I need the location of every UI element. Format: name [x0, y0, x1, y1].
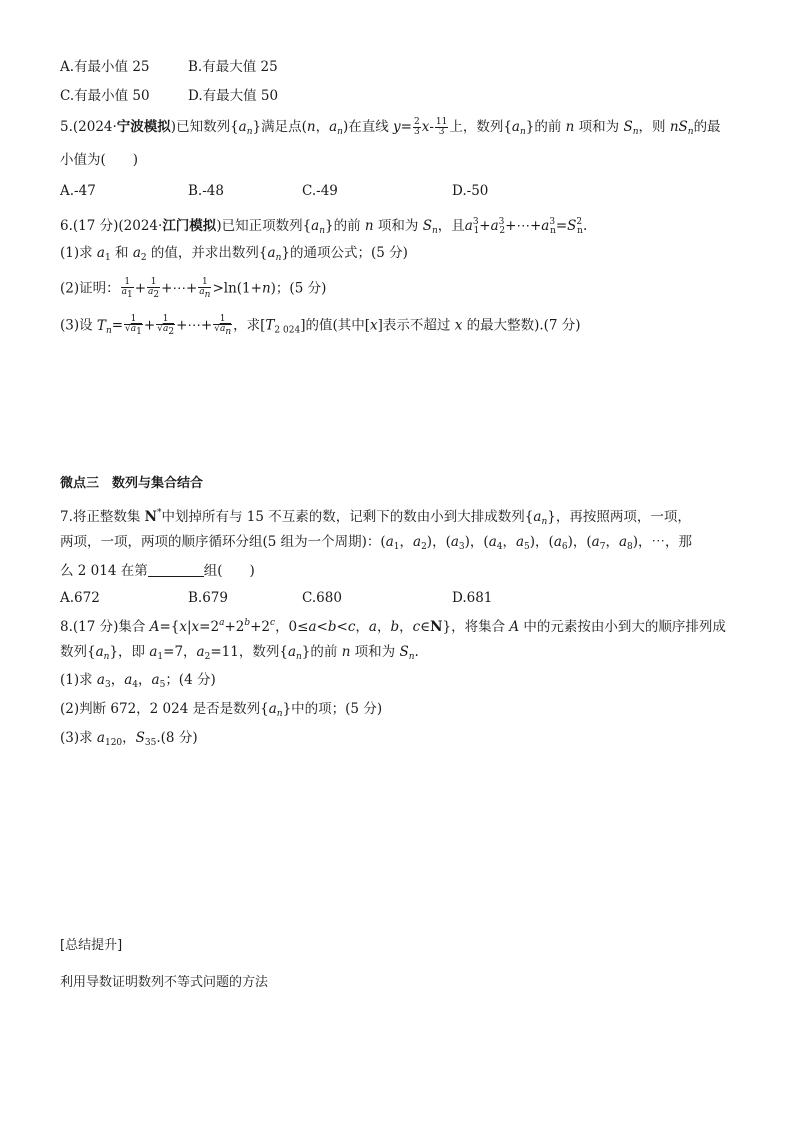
q8-stem-line1: 8.(17 分)集合 $A=\{x|x=2^a+2^b+2^c$，0≤a<b<c，a，b，c∈N}，将集合 A 中的元素按由小到大的顺序排列成: [60, 618, 726, 635]
q6-part2: (2)证明： $\frac{1}{a_1}$ + $\frac{1}{a_2}$ +⋯+ $\frac{1}{a_n}$ >ln(1+n)；(5 分): [60, 277, 327, 300]
q5-option-d: D.-50: [452, 183, 489, 199]
q7-option-c: C.680: [302, 590, 342, 606]
q6-part1: (1)求 $a_1$ 和 $a_2$ 的值，并求出数列$\{a_n\}$的通项公式；(5 分): [60, 245, 408, 263]
q5-option-c: C.-49: [302, 183, 338, 199]
q7-answer-blank[interactable]: [148, 562, 204, 577]
q8-stem-line2: 数列$\{a_n\}$，即 $a_1=7$，$a_2=11$，数列$\{a_n\}$的前 n 项和为 $S_n$.: [60, 644, 419, 662]
q7-option-a: A.672: [60, 590, 100, 606]
q7-stem-line2: 两项，一项，两项的顺序循环分组(5 组为一个周期)：($a_1$，$a_2$)，$(a_3)$，($a_4$，$a_5$)，$(a_6)$，($a_7$，$a_8$)，⋯，那: [60, 534, 693, 552]
q7-stem-line1: 7.将正整数集 N*中划掉所有与 15 不互素的数，记剩下的数由小到大排成数列$\{a_n\}$，再按照两项，一项，: [60, 508, 691, 527]
summary-title: 利用导数证明数列不等式问题的方法: [60, 975, 269, 990]
q8-part1: (1)求 $a_3$，$a_4$，$a_5$；(4 分): [60, 672, 216, 690]
q5-stem: 5.(2024·宁波模拟)已知数列$\{a_n\}$满足点(n，$a_n$)在直线 y= $\frac{2}{3}$ x- $\frac{11}{3}$ 上，数列$\{a_n\}$的前 n 项和为 $S_n$，则 $nS_n$的最: [60, 117, 721, 137]
q5-source: 宁波模拟: [116, 119, 171, 135]
q8-part3: (3)求 $a_{120}$，$S_{35}.(8$ 分): [60, 730, 198, 748]
q7-stem-line3: 么 2 014 在第 组( ): [60, 563, 255, 579]
q6-source: 江门模拟: [162, 218, 217, 234]
q4-option-d: D.有最大值 50: [188, 88, 279, 104]
q7-option-d: D.681: [452, 590, 493, 606]
q4-option-a: A.有最小值 25: [60, 59, 150, 75]
q6-part3: (3)设 $T_n=$ $\frac{1}{√a_1}$ + $\frac{1}{√a_2}$ +⋯+ $\frac{1}{√a_n}$ ，求$[T_{2 024}]$的值(其中[x]表示不超过 x 的最大整数).(7 分): [60, 314, 581, 337]
q8-part2: (2)判断 672，2 024 是否是数列$\{a_n\}$中的项；(5 分): [60, 701, 383, 719]
summary-tag: [总结提升]: [60, 938, 123, 953]
q5-frac-2-3: $\frac{2}{3}$: [413, 117, 420, 137]
section-title: 微点三 数列与集合结合: [60, 476, 204, 491]
q5-option-a: A.-47: [60, 183, 96, 199]
q5-option-b: B.-48: [188, 183, 224, 199]
q5-stem-line2: 小值为( ): [60, 152, 139, 168]
q6-stem: 6.(17 分)(2024·江门模拟)已知正项数列$\{a_n\}$的前 n 项和为 $S_n$，且$a^3_1+a^3_2+\cdots+a^3_n=S^2_n$.: [60, 217, 588, 236]
q4-option-c: C.有最小值 50: [60, 88, 150, 104]
q4-option-b: B.有最大值 25: [188, 59, 278, 75]
q5-frac-11-3: $\frac{11}{3}$: [435, 117, 448, 137]
q7-option-b: B.679: [188, 590, 228, 606]
